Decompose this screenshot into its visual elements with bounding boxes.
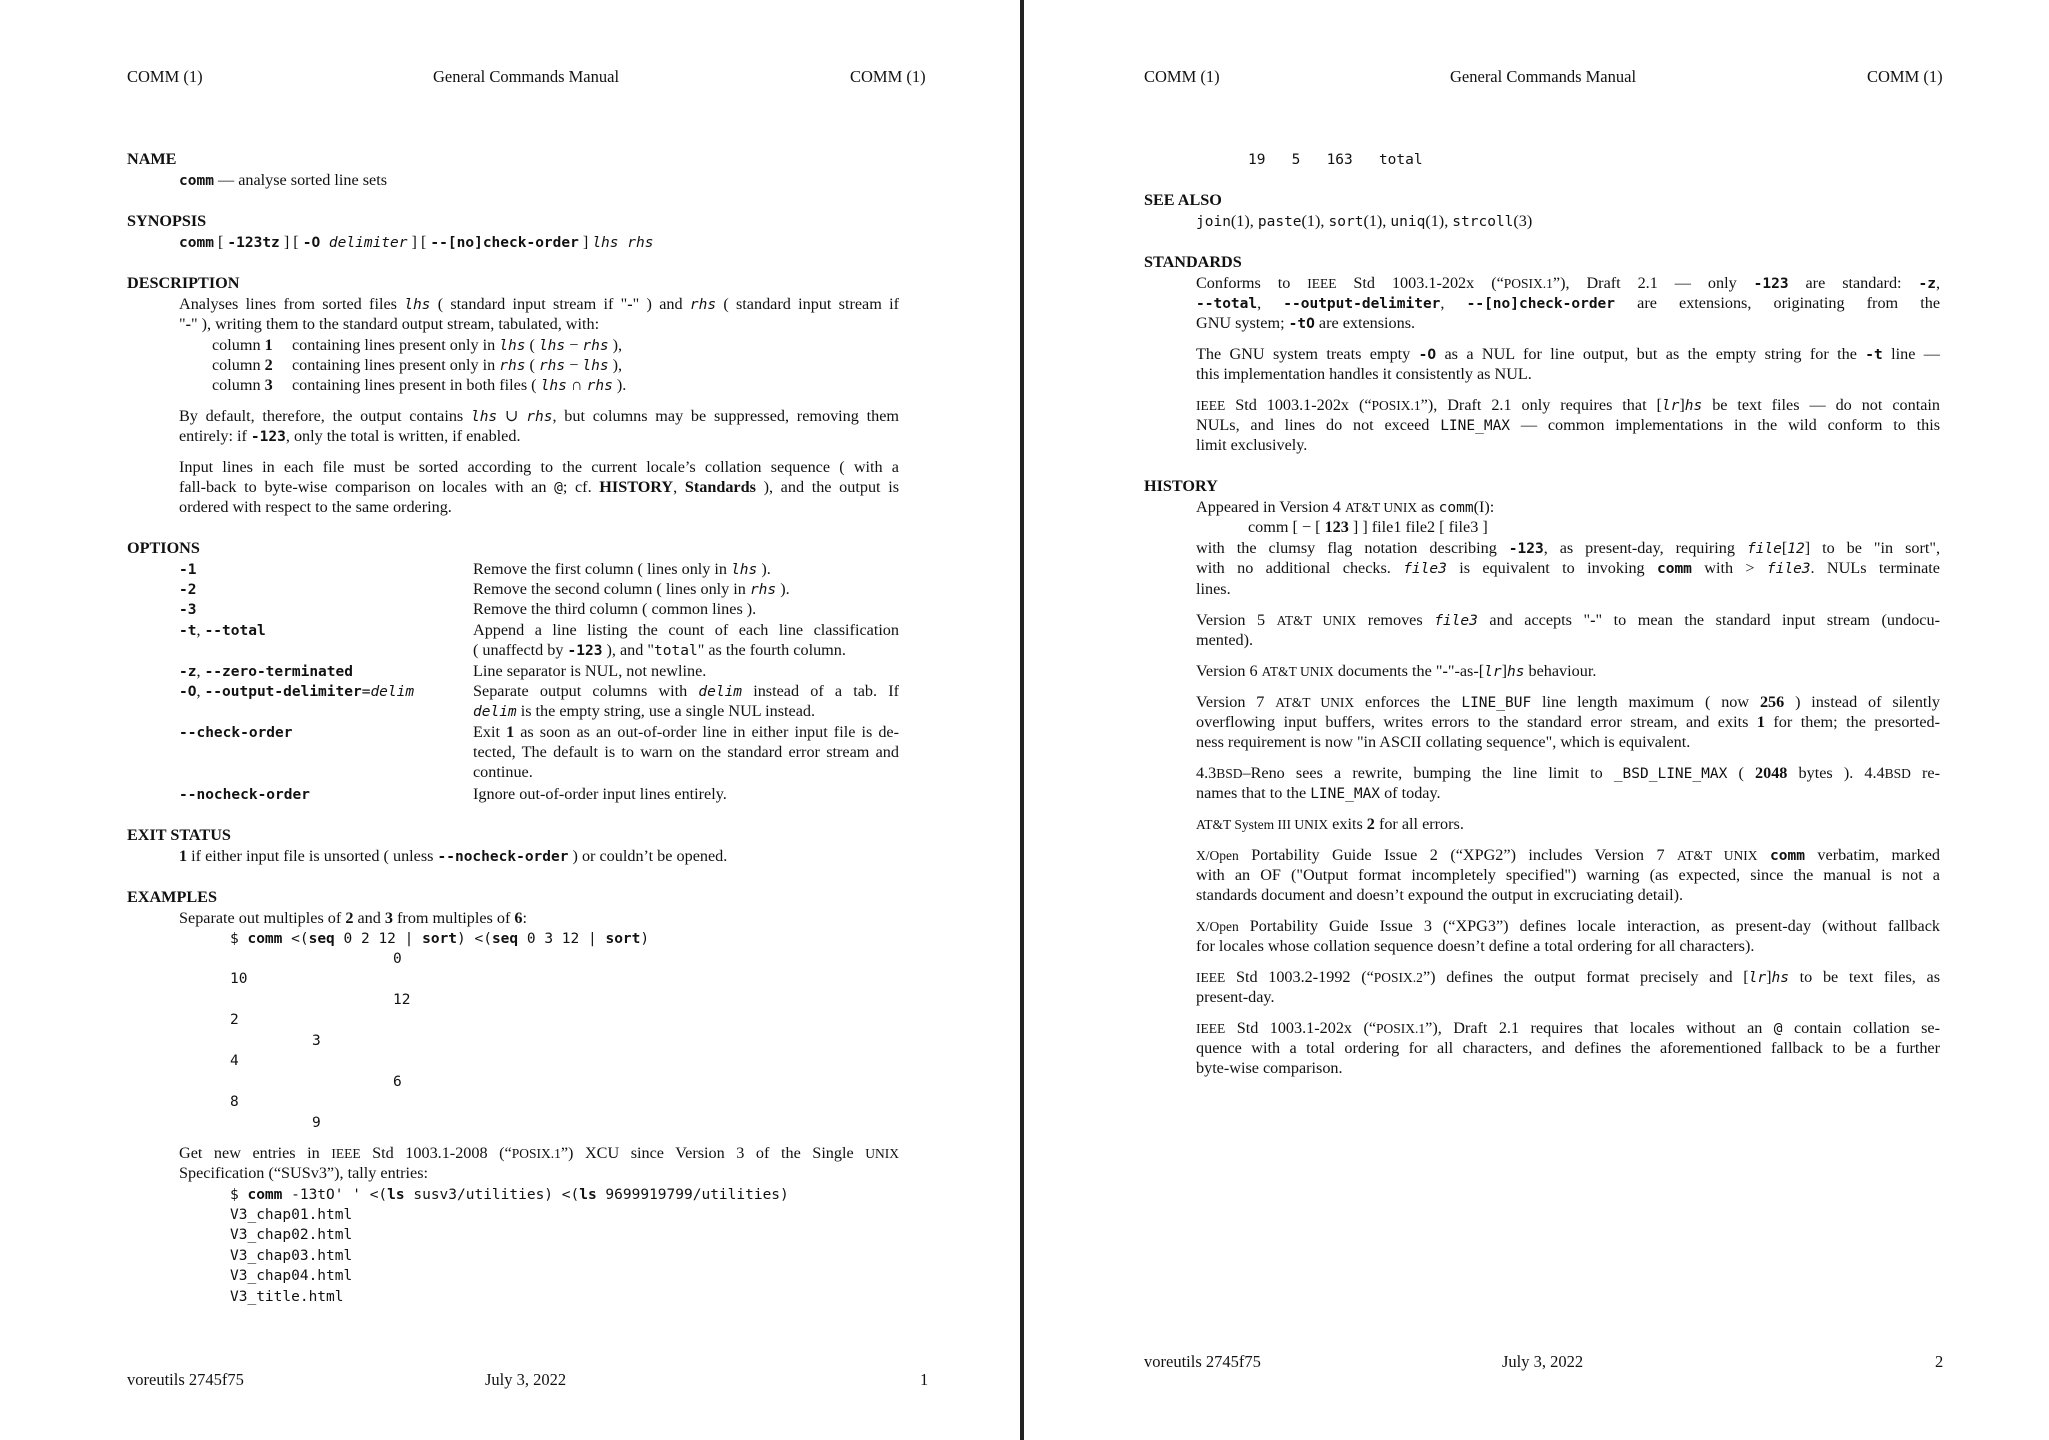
example-output-line: 2: [230, 1012, 239, 1028]
example-text: Specification (“SUSv3”), tally entries:: [179, 1164, 429, 1182]
option-description: Separate output columns with delim instead of a tab. If: [473, 682, 899, 700]
section-examples-heading: EXAMPLES: [127, 888, 217, 906]
history-text: Version 6 AT&T UNIX documents the "-"-as-[lr]hs behaviour.: [1196, 662, 1597, 680]
history-text: Version 7 AT&T UNIX enforces the LINE_BUF line length maximum ( now 256 ) instead of silently: [1196, 693, 1941, 711]
history-text: for locales whose collation sequence doesn’t define a total ordering for all characters).: [1196, 937, 1755, 955]
history-text: 4.3BSD–Reno sees a rewrite, bumping the line limit to _BSD_LINE_MAX ( 2048 bytes ). 4.4BSD re-: [1196, 764, 1941, 782]
section-standards-heading: STANDARDS: [1144, 253, 1242, 271]
option-description: tected, The default is to warn on the standard error stream and: [473, 743, 899, 761]
history-text: Version 5 AT&T UNIX removes file3 and accepts "-" to mean the standard input stream (undocu-: [1196, 611, 1940, 629]
option-flag: -1: [179, 562, 197, 578]
section-exit-status-heading: EXIT STATUS: [127, 826, 231, 844]
page-footer-left: voreutils 2745f75: [127, 1370, 244, 1389]
history-text: byte-wise comparison.: [1196, 1059, 1343, 1077]
history-text: Appeared in Version 4 AT&T UNIX as comm(I):: [1196, 498, 1495, 516]
section-see-also-heading: SEE ALSO: [1144, 191, 1222, 209]
column-description: containing lines present in both files ( lhs ∩ rhs ).: [292, 376, 627, 394]
section-synopsis-heading: SYNOPSIS: [127, 212, 207, 230]
synopsis-line: comm [ -123tz ] [ -O delimiter ] [ --[no]check-order ] lhs rhs: [179, 233, 654, 251]
description-text: Input lines in each file must be sorted according to the current locale’s collation sequence ( with a: [179, 458, 899, 476]
page-header-left: COMM (1): [1144, 67, 1220, 86]
history-text: with no additional checks. file3 is equivalent to invoking comm with > file3. NULs terminate: [1196, 559, 1940, 577]
history-text: with an OF ("Output format incompletely specified") warning (as expected, since the manual is not a: [1196, 866, 1940, 884]
example-output-line: V3_title.html: [230, 1289, 344, 1305]
standards-text: limit exclusively.: [1196, 436, 1308, 454]
standards-text: --total, --output-delimiter, --[no]check-order are extensions, originating from the: [1196, 294, 1941, 312]
option-description: ( unaffectd by -123 ), and "total" as the fourth column.: [473, 641, 846, 659]
option-flag: -t, --total: [179, 621, 266, 639]
option-flag: -z, --zero-terminated: [179, 662, 353, 680]
exit-status-text: 1 if either input file is unsorted ( unless --nocheck-order ) or couldn’t be opened.: [179, 847, 728, 865]
history-text: ness requirement is now "in ASCII collating sequence", which is equivalent.: [1196, 733, 1691, 751]
history-text: present-day.: [1196, 988, 1275, 1006]
page-footer-page-number: 2: [1935, 1352, 1944, 1371]
section-name-heading: NAME: [127, 150, 177, 168]
page-header-right: COMM (1): [1867, 67, 1943, 86]
option-flag: -3: [179, 602, 197, 618]
standards-text: The GNU system treats empty -O as a NUL for line output, but as the empty string for the -t line —: [1196, 345, 1940, 363]
page-header-right: COMM (1): [850, 67, 926, 86]
column-description: containing lines present only in rhs ( rhs − lhs ),: [292, 356, 623, 374]
history-text: X/Open Portability Guide Issue 2 (“XPG2”) includes Version 7 AT&T UNIX comm verbatim, marked: [1196, 846, 1940, 864]
history-text: mented).: [1196, 631, 1254, 649]
description-text: ordered with respect to the same ordering.: [179, 498, 452, 516]
example-output-line: 12: [393, 992, 411, 1008]
standards-text: IEEE Std 1003.1-202x (“POSIX.1”), Draft 2.1 only requires that [lr]hs be text files — do not contain: [1196, 396, 1940, 414]
option-flag: -O, --output-delimiter=delim: [179, 682, 415, 700]
column-description: containing lines present only in lhs ( lhs − rhs ),: [292, 336, 623, 354]
page-header-left: COMM (1): [127, 67, 203, 86]
example-output-line: V3_chap02.html: [230, 1227, 353, 1243]
example-intro: Separate out multiples of 2 and 3 from multiples of 6:: [179, 909, 527, 927]
option-description: continue.: [473, 763, 533, 781]
history-text: quence with a total ordering for all characters, and defines the aforementioned fallback to be a further: [1196, 1039, 1940, 1057]
example-text: Get new entries in IEEE Std 1003.1-2008 (“POSIX.1”) XCU since Version 3 of the Single UNIX: [179, 1144, 899, 1162]
description-text: fall-back to byte-wise comparison on locales with an @; cf. HISTORY, Standards ), and the output is: [179, 478, 899, 496]
description-text: By default, therefore, the output contains lhs ∪ rhs, but columns may be suppressed, removing them: [179, 407, 899, 425]
history-text: overflowing input buffers, writes errors to the standard error stream, and exits 1 for them; the presorted-: [1196, 713, 1940, 731]
option-flag: -2: [179, 582, 197, 598]
column-label: column 3: [212, 376, 273, 394]
description-text: "-" ), writing them to the standard output stream, tabulated, with:: [179, 315, 600, 333]
example-output-line: 9: [312, 1115, 321, 1131]
page-header-center: General Commands Manual: [1450, 67, 1637, 86]
page-footer-center: July 3, 2022: [1502, 1352, 1584, 1371]
option-description: Remove the first column ( lines only in lhs ).: [473, 560, 771, 578]
history-text: names that to the LINE_MAX of today.: [1196, 784, 1441, 802]
example-output-line: 8: [230, 1094, 239, 1110]
option-description: Remove the second column ( lines only in rhs ).: [473, 580, 790, 598]
column-label: column 2: [212, 356, 273, 374]
example-output-line: 3: [312, 1033, 321, 1049]
example-output-line: 10: [230, 971, 248, 987]
example-command: $ comm -13tO' ' <(ls susv3/utilities) <(ls 9699919799/utilities): [230, 1187, 789, 1203]
name-line: comm — analyse sorted line sets: [179, 171, 387, 189]
example-output-line: 4: [230, 1053, 239, 1069]
history-text: IEEE Std 1003.2-1992 (“POSIX.2”) defines the output format precisely and [lr]hs to be text files, as: [1196, 968, 1941, 986]
option-description: delim is the empty string, use a single NUL instead.: [473, 702, 816, 720]
manual-page-1: [0, 0, 1020, 1440]
history-text: with the clumsy flag notation describing -123, as present-day, requiring file[12] to be "in sort",: [1196, 539, 1941, 557]
option-description: Line separator is NUL, not newline.: [473, 662, 707, 680]
column-label: column 1: [212, 336, 273, 354]
history-text: lines.: [1196, 580, 1231, 598]
standards-text: NULs, and lines do not exceed LINE_MAX — common implementations in the wild conform to this: [1196, 416, 1941, 434]
history-text: IEEE Std 1003.1-202x (“POSIX.1”), Draft 2.1 requires that locales without an @ contain collation se-: [1196, 1019, 1941, 1037]
manual-page-2: [1024, 0, 2049, 1440]
standards-text: Conforms to IEEE Std 1003.1-202x (“POSIX.1”), Draft 2.1 — only -123 are standard: -z,: [1196, 274, 1940, 292]
example-output-line: V3_chap03.html: [230, 1248, 353, 1264]
history-text: standards document and doesn’t expound the output in excruciating detail).: [1196, 886, 1684, 904]
standards-text: GNU system; -tO are extensions.: [1196, 314, 1416, 332]
description-text: entirely: if -123, only the total is written, if enabled.: [179, 427, 521, 445]
page-header-center: General Commands Manual: [433, 67, 620, 86]
description-text: Analyses lines from sorted files lhs ( standard input stream if "-" ) and rhs ( standard input stream if: [179, 295, 900, 313]
section-description-heading: DESCRIPTION: [127, 274, 240, 292]
history-text: X/Open Portability Guide Issue 3 (“XPG3”) defines locale interaction, as present-day (without fallback: [1196, 917, 1940, 935]
option-description: Append a line listing the count of each line classification: [473, 621, 899, 639]
option-description: Remove the third column ( common lines ).: [473, 600, 757, 618]
example-output-line: V3_chap04.html: [230, 1268, 353, 1284]
history-usage-line: comm [ − [ 123 ] ] file1 file2 [ file3 ]: [1248, 518, 1488, 536]
example-command: $ comm <(seq 0 2 12 | sort) <(seq 0 3 12 | sort): [230, 931, 650, 947]
page-footer-left: voreutils 2745f75: [1144, 1352, 1261, 1371]
section-options-heading: OPTIONS: [127, 539, 200, 557]
page-footer-center: July 3, 2022: [485, 1370, 567, 1389]
example-total-line: 19 5 163 total: [1248, 152, 1423, 168]
page-footer-page-number: 1: [920, 1370, 929, 1389]
option-flag: --nocheck-order: [179, 787, 310, 803]
history-text: AT&T System III UNIX exits 2 for all errors.: [1196, 815, 1464, 833]
example-output-line: 6: [393, 1074, 402, 1090]
option-description: Ignore out-of-order input lines entirely.: [473, 785, 727, 803]
see-also-list: join(1), paste(1), sort(1), uniq(1), strcoll(3): [1196, 212, 1533, 230]
example-output-line: 0: [393, 951, 402, 967]
option-flag: --check-order: [179, 725, 293, 741]
section-history-heading: HISTORY: [1144, 477, 1218, 495]
example-output-line: V3_chap01.html: [230, 1207, 353, 1223]
option-description: Exit 1 as soon as an out-of-order line in either input file is de-: [473, 723, 899, 741]
standards-text: this implementation handles it consistently as NUL.: [1196, 365, 1532, 383]
